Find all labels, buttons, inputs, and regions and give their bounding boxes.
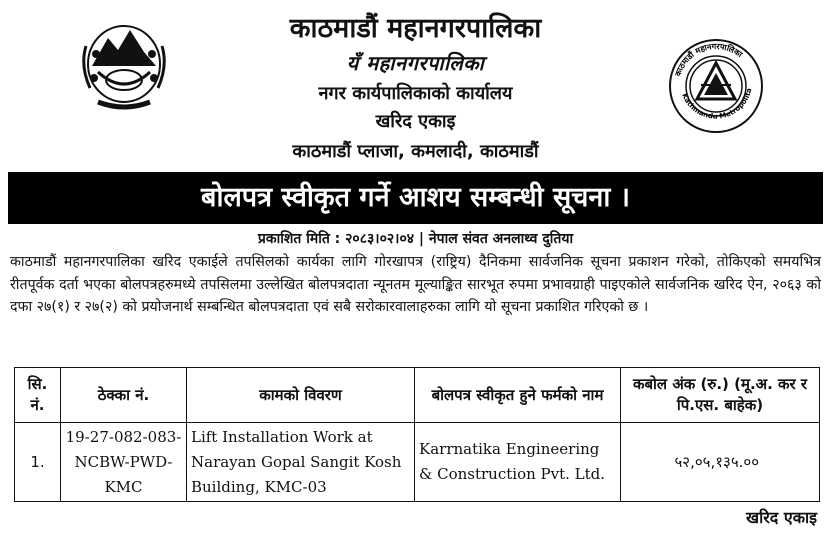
cell-firm: Karrnatika Engineering & Construction Pvt. Ltd.: [415, 423, 621, 502]
seal-text-bottom: Kathmandu Metropolita: [680, 87, 754, 121]
header-amount: कबोल अंक (रु.) (मू.अ. कर र पि.एस. बाहेक): [621, 368, 820, 423]
header-sn: सि. नं.: [15, 368, 61, 423]
publication-date: प्रकाशित मिति : २०८३।०२।०४ | नेपाल संवत अनलाथ्व दुतिया: [257, 231, 574, 247]
cell-sn: 1.: [15, 423, 61, 502]
notice-heading: बोलपत्र स्वीकृत गर्ने आशय सम्बन्धी सूचना ।: [8, 172, 823, 224]
cell-contract: 19-27-082-083-NCBW-PWD-KMC: [61, 423, 187, 502]
notice-body: काठमाडौं महानगरपालिका खरिद एकाईले तपसिलको कार्यका लागि गोरखापत्र (राष्ट्रिय) दैनिकमा सार्वजनिक सूचना प्रकाशन गरेको, तोकिएको समयभित्र रीतपूर्वक दर्ता भएका बोलपत्रहरुमध्ये तपसिलमा उल्लेखित बोलपत्रदाता न्यूनतम मूल्याङ्कित सारभूत रुपमा प्रभावग्राही पाइएकोले सार्वजनिक खरिद ऐन, २०६३ को दफा २७(१) र २७(२) को प्रयोजनार्थ सम्बन्धित बोलपत्रदाता एवं सबै सरोकारवालाहरुका लागि यो सूचना प्रकाशित गरिएको छ ।: [10, 254, 821, 316]
office-name: नगर कार्यपालिकाको कार्यालय: [318, 83, 513, 104]
header-contract: ठेक्का नं.: [61, 368, 187, 423]
header-firm: बोलपत्र स्वीकृत हुने फर्मको नाम: [415, 368, 621, 423]
table-row: [15, 423, 820, 502]
footer-signature: खरिद एकाइ: [746, 508, 817, 527]
org-title: काठमाडौं महानगरपालिका: [289, 13, 542, 44]
award-table: [14, 367, 820, 502]
cell-description: Lift Installation Work at Narayan Gopal Sangit Kosh Building, KMC-03: [187, 423, 415, 502]
table-header-row: [15, 368, 820, 423]
unit-name: खरिद एकाइ: [375, 111, 456, 132]
seal-text-top: काठमाडौं महानगरपालिका: [673, 41, 744, 78]
cell-amount: ५२,०५,१३५.००: [621, 423, 820, 502]
office-address: काठमाडौं प्लाजा, कमलादी, काठमाडौं: [292, 141, 539, 162]
header-description: कामको विवरण: [187, 368, 415, 423]
org-title-newari: यँ महानगरपालिका: [346, 51, 485, 75]
